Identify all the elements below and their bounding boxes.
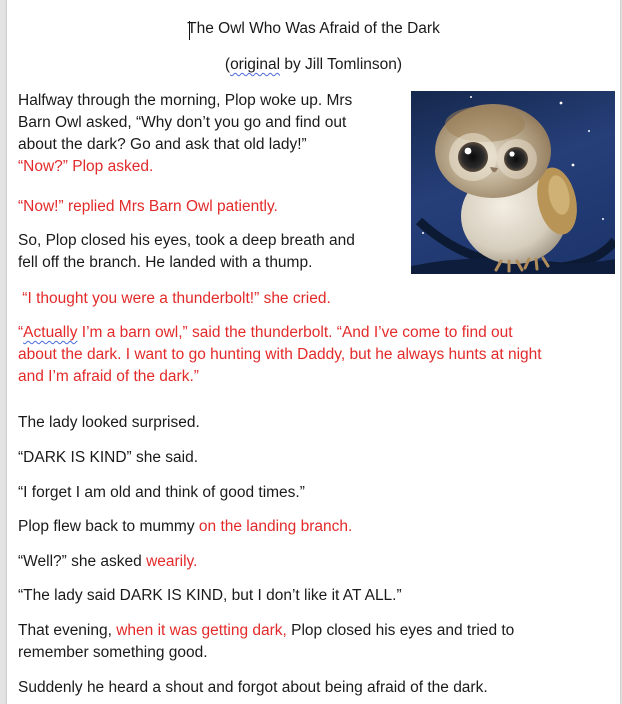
paragraph-thunderbolt-cry: “I thought you were a thunderbolt!” she cried. [18, 290, 331, 307]
subtitle-original-word: original [230, 56, 281, 73]
text-span: I’m a barn owl,” said the thunderbolt. “And I’ve come to find out [77, 324, 513, 341]
paragraph-that-evening [18, 620, 616, 664]
owl-icon [411, 91, 615, 274]
paragraph-actually-barn-owl [18, 322, 616, 388]
text-line [18, 322, 616, 344]
paragraph-now-replied: “Now!” replied Mrs Barn Owl patiently. [18, 198, 278, 215]
paragraph-dark-is-kind: “DARK IS KIND” she said. [18, 449, 199, 466]
paragraph-flew-back [18, 516, 352, 538]
text-line: and I’m afraid of the dark.” [18, 368, 199, 385]
document-title: The Owl Who Was Afraid of the Dark [187, 20, 440, 37]
paragraph-plop-woke [18, 90, 406, 178]
text-span-highlight: wearily. [146, 553, 198, 570]
text-span: “Well?” she asked [18, 553, 147, 570]
text-line: about the dark. I want to go hunting with Daddy, but he always hunts at night [18, 346, 542, 363]
quote-mark: “ [18, 324, 24, 341]
text-line: So, Plop closed his eyes, took a deep breath and [18, 232, 355, 249]
text-line: remember something good. [18, 644, 208, 661]
text-line-highlight: “Now?” Plop asked. [18, 158, 154, 175]
spellcheck-word-actually: Actually [23, 324, 78, 341]
text-span-highlight: on the landing branch. [198, 518, 353, 535]
paragraph-suddenly: Suddenly he heard a shout and forgot about being afraid of the dark. [18, 679, 488, 696]
document-page [7, 0, 620, 704]
text-line: about the dark? Go and ask that old lady!” [18, 136, 307, 153]
text-line: Barn Owl asked, “Why don’t you go and find out [18, 114, 347, 131]
text-line [18, 620, 616, 642]
subtitle-open-paren: ( [224, 56, 231, 73]
text-span: Plop closed his eyes and tried to [286, 622, 515, 639]
paragraph-forget-old: “I forget I am old and think of good times.” [18, 484, 305, 501]
subtitle-author: by Jill Tomlinson) [280, 56, 403, 73]
paragraph-lady-surprised: The lady looked surprised. [18, 414, 200, 431]
paragraph-fell-off-branch [18, 230, 406, 274]
text-line: Halfway through the morning, Plop woke up. Mrs [18, 92, 353, 109]
owl-illustration [411, 91, 615, 274]
text-span: That evening, [18, 622, 117, 639]
text-span: Plop flew back to mummy [18, 518, 199, 535]
text-line: fell off the branch. He landed with a thump. [18, 254, 313, 271]
document-subtitle [7, 56, 620, 74]
paragraph-well-asked [18, 551, 197, 573]
paragraph-lady-said: “The lady said DARK IS KIND, but I don’t like it AT ALL.” [18, 587, 402, 604]
text-span-highlight: when it was getting dark, [116, 622, 287, 639]
